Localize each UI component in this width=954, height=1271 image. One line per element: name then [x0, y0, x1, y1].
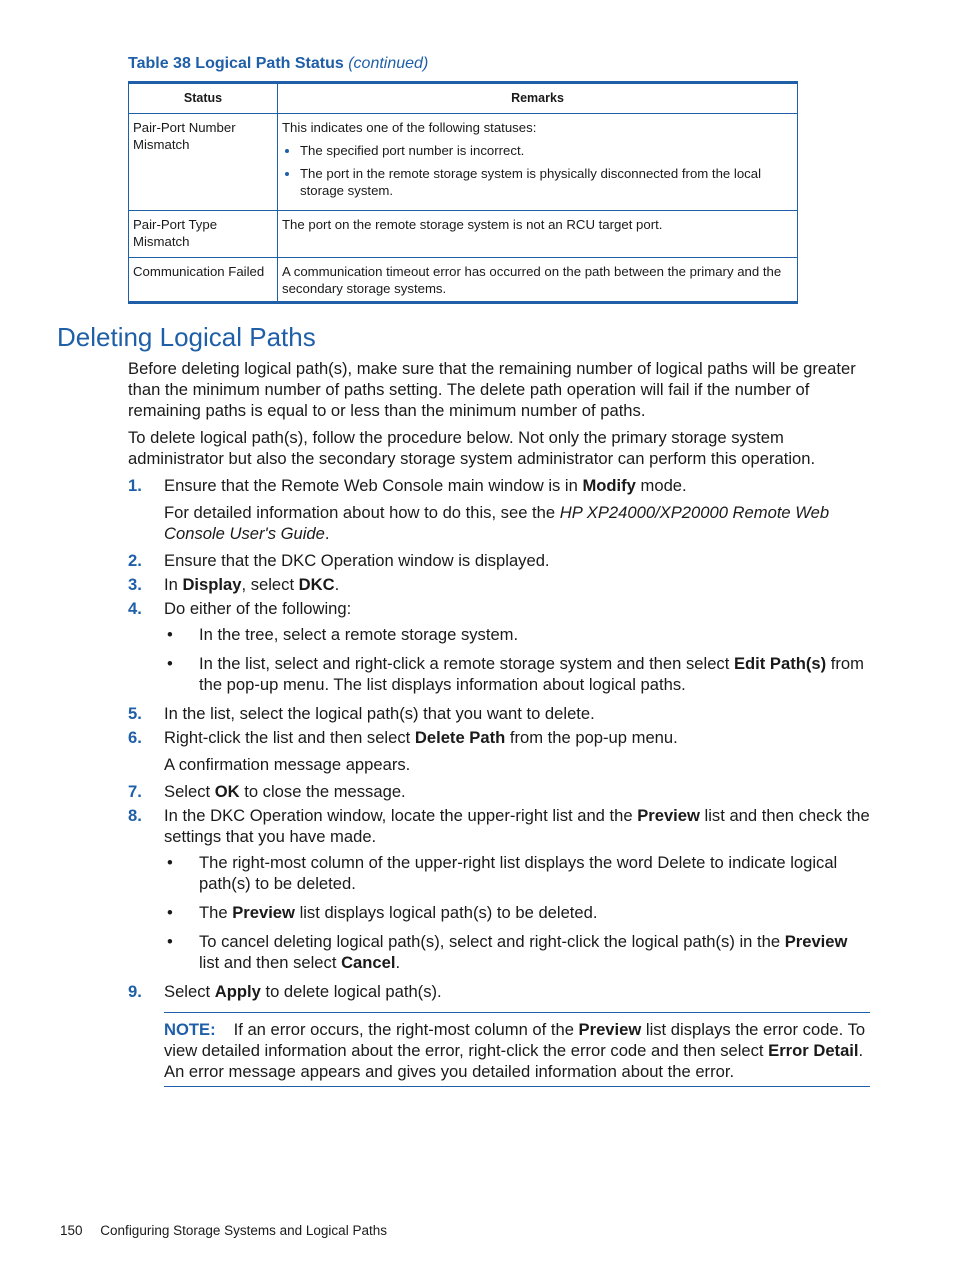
bullet-text: The — [199, 903, 233, 922]
step-text: Select — [164, 782, 215, 801]
ui-term: Modify — [582, 476, 636, 495]
step-text: Ensure that the DKC Operation window is displayed. — [164, 551, 550, 570]
bullet-item — [164, 902, 870, 923]
step-number: 4. — [128, 599, 142, 618]
remarks-bullet: • The specified port number is incorrect. — [300, 142, 793, 159]
step-number: 1. — [128, 476, 142, 495]
step-text: , select — [241, 575, 299, 594]
bullet-dot-icon: • — [167, 654, 173, 673]
bullet-dot-icon: • — [167, 625, 173, 644]
bullet-item — [164, 653, 870, 695]
step-text: In the list, select the logical path(s) that you want to delete. — [164, 704, 595, 723]
ui-term: Preview — [232, 903, 295, 922]
page-footer — [60, 1223, 387, 1238]
step-3 — [128, 574, 870, 595]
bullet-item — [164, 852, 870, 894]
step-1 — [128, 475, 870, 544]
step-8 — [128, 805, 870, 973]
procedure-steps — [128, 475, 870, 1002]
step-detail — [164, 502, 870, 544]
step-text: mode. — [635, 476, 687, 495]
step-2 — [128, 550, 870, 571]
bullet-text: To cancel deleting logical path(s), select and right-click the logical path(s) in the — [199, 932, 785, 951]
step-7 — [128, 781, 870, 802]
step-text: list and then check the settings that you have made. — [164, 806, 870, 846]
bullet-item — [164, 624, 870, 645]
bullet-text: list displays logical path(s) to be deleted. — [294, 903, 598, 922]
bullet-dot-icon: • — [167, 932, 173, 951]
step-text: to delete logical path(s). — [260, 982, 442, 1001]
note-text: . An error message appears and gives you detailed information about the error. — [164, 1041, 864, 1081]
step-text: Right-click the list and then select — [164, 728, 415, 747]
step-number: 2. — [128, 551, 142, 570]
bullet-dot-icon: • — [167, 853, 173, 872]
step-detail: A confirmation message appears. — [164, 755, 411, 774]
note-text: If an error occurs, the right-most column of the — [233, 1020, 579, 1039]
note-label: NOTE: — [164, 1020, 216, 1039]
step-text: . — [334, 575, 340, 594]
step-number: 8. — [128, 806, 142, 825]
step-number: 7. — [128, 782, 142, 801]
bullet-text: In the tree, select a remote storage system. — [199, 625, 519, 644]
remarks-bullet: • The port in the remote storage system is physically disconnected from the local storage system. — [300, 165, 793, 199]
table-header-row — [129, 83, 798, 114]
remarks-text: This indicates one of the following statuses: — [282, 120, 537, 135]
chapter-title: Configuring Storage Systems and Logical Paths — [100, 1223, 387, 1238]
step-number: 9. — [128, 982, 142, 1001]
step-4 — [128, 598, 870, 695]
step-text: Do either of the following: — [164, 599, 352, 618]
bullet-text: The right-most column of the upper-right list displays the word Delete to indicate logical path(s) to be deleted. — [199, 853, 838, 893]
status-cell: Pair-Port Number Mismatch — [129, 114, 278, 211]
remarks-cell — [278, 114, 798, 211]
table-caption-continued: (continued) — [348, 55, 429, 72]
step-detail-text: . — [324, 524, 330, 543]
ui-term: Preview — [578, 1020, 642, 1039]
ui-term: Apply — [214, 982, 261, 1001]
step-bullets — [164, 624, 870, 695]
step-text: In — [164, 575, 183, 594]
column-header-status: Status — [129, 83, 278, 114]
ui-term: Edit Path(s) — [733, 654, 827, 673]
step-9 — [128, 981, 870, 1002]
section-body — [128, 358, 870, 1087]
step-text: from the pop-up menu. — [505, 728, 678, 747]
step-6 — [128, 727, 870, 775]
step-number: 3. — [128, 575, 142, 594]
ui-term: Delete Path — [414, 728, 506, 747]
guide-title: HP XP24000/XP20000 Remote Web Console User's Guide — [164, 503, 830, 543]
logical-path-status-table — [128, 81, 798, 304]
step-number: 6. — [128, 728, 142, 747]
status-cell: Communication Failed — [129, 258, 278, 303]
remarks-bullet-list — [282, 142, 793, 199]
step-detail-text: For detailed information about how to do this, see the — [164, 503, 560, 522]
status-cell: Pair-Port Type Mismatch — [129, 211, 278, 258]
bullet-text: In the list, select and right-click a remote storage system and then select — [199, 654, 734, 673]
remarks-cell: The port on the remote storage system is not an RCU target port. — [278, 211, 798, 258]
note-box — [164, 1012, 870, 1087]
page-number: 150 — [60, 1223, 83, 1238]
step-text: Ensure that the Remote Web Console main window is in — [164, 476, 583, 495]
table-row — [129, 114, 798, 211]
step-text: In the DKC Operation window, locate the upper-right list and the — [164, 806, 638, 825]
table-caption-title: Table 38 Logical Path Status — [128, 55, 344, 72]
ui-term: Preview — [637, 806, 700, 825]
procedure-paragraph: To delete logical path(s), follow the procedure below. Not only the primary storage system administrator but also the secondary storage system administrator can perform this operation. — [128, 428, 816, 468]
ui-term: OK — [214, 782, 240, 801]
table-row — [129, 211, 798, 258]
step-5 — [128, 703, 870, 724]
bullet-text: . — [395, 953, 401, 972]
table-row — [129, 258, 798, 303]
table-caption — [128, 55, 428, 73]
ui-term: DKC — [298, 575, 335, 594]
remarks-cell: A communication timeout error has occurred on the path between the primary and the secondary storage systems. — [278, 258, 798, 303]
step-bullets — [164, 852, 870, 973]
ui-term: Display — [182, 575, 242, 594]
note-text: list displays the error code. To view detailed information about the error, right-click the error code and then select — [164, 1020, 866, 1060]
bullet-item — [164, 931, 870, 973]
section-heading: Deleting Logical Paths — [57, 322, 316, 352]
bullet-text: from the pop-up menu. The list displays information about logical paths. — [199, 654, 864, 694]
ui-term: Error Detail — [768, 1041, 859, 1060]
column-header-remarks: Remarks — [278, 83, 798, 114]
step-text: to close the message. — [239, 782, 406, 801]
step-text: Select — [164, 982, 215, 1001]
ui-term: Preview — [784, 932, 848, 951]
bullet-dot-icon: • — [167, 903, 173, 922]
step-number: 5. — [128, 704, 142, 723]
ui-term: Cancel — [341, 953, 396, 972]
intro-paragraph: Before deleting logical path(s), make sure that the remaining number of logical paths will be greater than the minimum number of paths setting. The delete path operation will fail if the number of remaining paths is equal to or less than the minimum number of paths. — [128, 359, 856, 420]
bullet-text: list and then select — [199, 953, 342, 972]
